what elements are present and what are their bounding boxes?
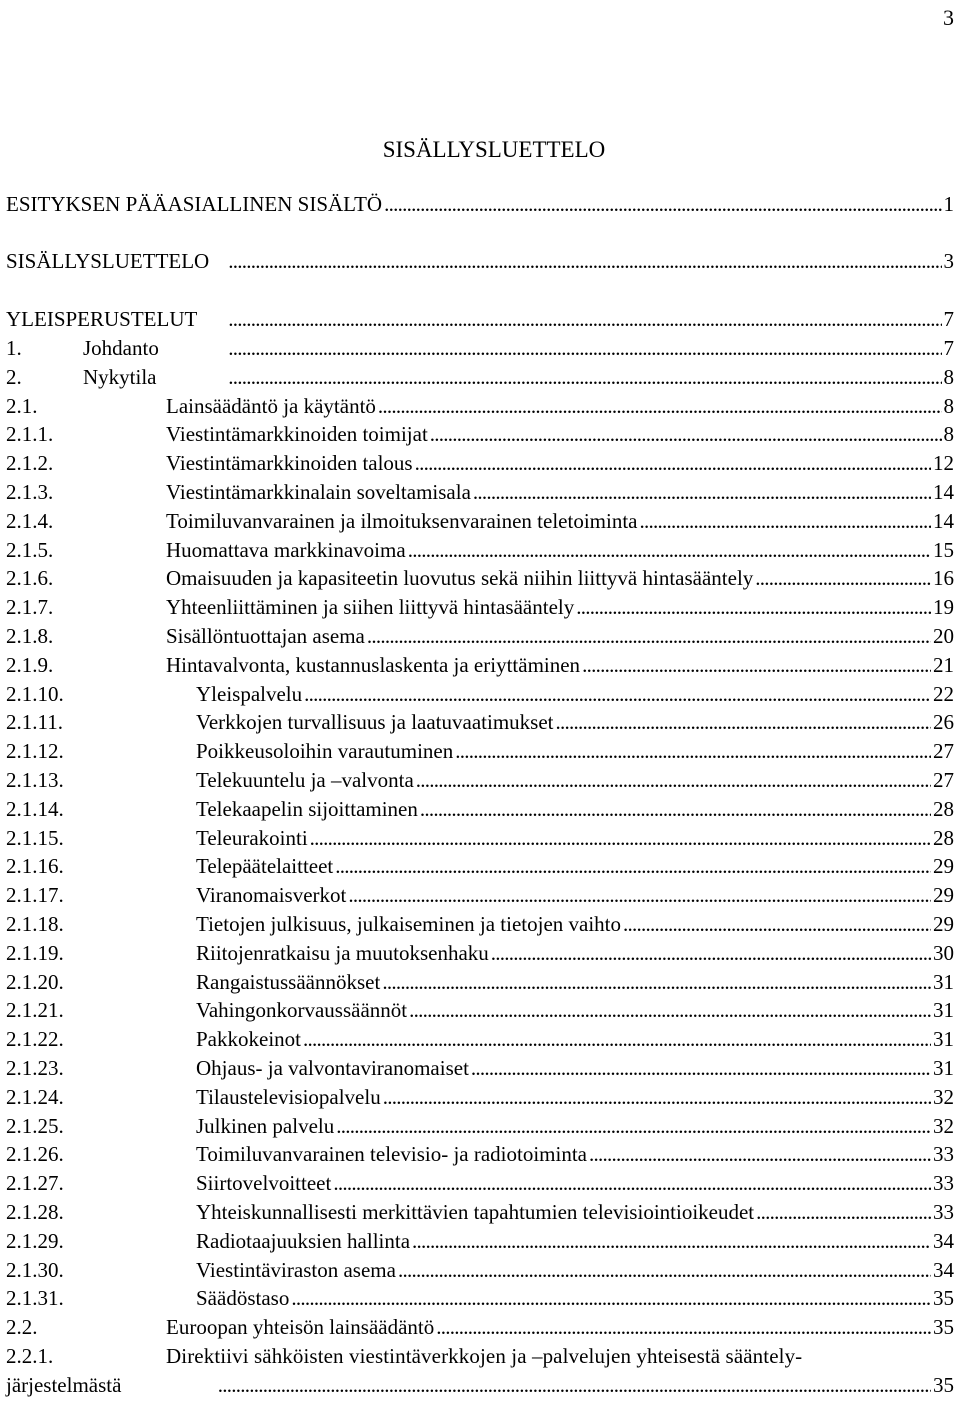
toc-leader-dots xyxy=(416,766,931,794)
toc-entry-title: Huomattava markkinavoima xyxy=(166,537,406,562)
toc-entry-title: Radiotaajuuksien hallinta xyxy=(196,1228,411,1253)
toc-entry xyxy=(6,190,954,218)
toc-entry-number: 2.1.20. xyxy=(6,969,64,994)
toc-entry xyxy=(6,1025,954,1053)
toc-entry-title: Yhteiskunnallisesti merkittävien tapahtumien televisiointioikeudet xyxy=(196,1200,755,1224)
toc-entry-number: 2.1.22. xyxy=(6,1027,64,1052)
toc-leader-dots xyxy=(384,190,941,218)
toc-leader-dots xyxy=(582,651,931,679)
toc-entry-number: 2.2.1. xyxy=(6,1344,54,1368)
toc-entry-page: 32 xyxy=(933,1113,954,1138)
toc-entry-number: 2.1.19. xyxy=(6,940,64,965)
toc-entry-title: SISÄLLYSLUETTELO xyxy=(6,249,210,273)
toc-entry-number: 2.1.6. xyxy=(6,566,54,591)
toc-leader-dots xyxy=(471,1054,931,1082)
toc-entry xyxy=(6,910,954,938)
toc-leader-dots xyxy=(398,1256,931,1284)
toc-entry-page: 31 xyxy=(933,998,954,1023)
toc-entry-title: Riitojenratkaisu ja muutoksenhaku xyxy=(196,940,489,965)
toc-entry xyxy=(6,1169,954,1197)
toc-entry-number: 2.1.13. xyxy=(6,768,64,792)
toc-entry-page: 8 xyxy=(943,422,954,447)
toc-entry-number: 2.1.29. xyxy=(6,1228,64,1253)
toc-entry-title: Viranomaisverkot xyxy=(196,883,347,908)
toc-entry-title: Pakkokeinot xyxy=(196,1027,301,1052)
toc-entry-title: Euroopan yhteisön lainsäädäntö xyxy=(166,1315,435,1340)
toc-entry-number: 2. xyxy=(6,364,22,389)
toc-entry xyxy=(6,737,954,765)
toc-entry-number: 2.1.7. xyxy=(6,595,54,620)
toc-entry xyxy=(6,334,954,362)
toc-entry-title: Teleurakointi xyxy=(196,825,308,850)
toc-entry-page: 3 xyxy=(943,249,954,273)
toc-entry-title: ESITYKSEN PÄÄASIALLINEN SISÄLTÖ xyxy=(6,192,383,216)
toc-entry-title: Tietojen julkisuus, julkaiseminen ja tietojen vaihto xyxy=(196,912,622,936)
toc-entry xyxy=(6,651,954,679)
toc-entry-page: 35 xyxy=(933,1372,954,1397)
toc-leader-dots xyxy=(455,737,931,765)
toc-leader-dots xyxy=(408,536,931,564)
toc-entry xyxy=(6,939,954,967)
toc-entry-page: 29 xyxy=(933,854,954,879)
toc-leader-dots xyxy=(415,449,931,477)
toc-entry-title: Yhteenliittäminen ja siihen liittyvä hintasääntely xyxy=(166,595,575,620)
toc-entry xyxy=(6,795,954,823)
toc-entry-number: 2.1.12. xyxy=(6,739,64,764)
toc-leader-dots xyxy=(556,708,932,736)
toc-entry-page: 35 xyxy=(933,1286,954,1311)
toc-entry-title: Direktiivi sähköisten viestintäverkkojen ja –palvelujen yhteisestä sääntely- xyxy=(166,1344,803,1368)
toc-entry-number: 2.1. xyxy=(6,393,38,418)
toc-entry-number: 2.1.21. xyxy=(6,998,64,1023)
toc-entry-title: Julkinen palvelu xyxy=(196,1113,335,1138)
toc-entry-title: Ohjaus- ja valvontaviranomaiset xyxy=(196,1056,469,1080)
toc-entry-title: Telepäätelaitteet xyxy=(196,854,334,879)
toc-entry-number: 2.1.30. xyxy=(6,1257,64,1282)
toc-entry xyxy=(6,247,954,275)
toc-entry-title: Johdanto xyxy=(83,336,159,360)
toc-entry-number: 2.1.17. xyxy=(6,883,64,908)
toc-entry-page: 27 xyxy=(933,739,954,764)
toc-entry-page: 12 xyxy=(933,451,954,476)
toc-entry xyxy=(6,1227,954,1255)
toc-leader-dots xyxy=(291,1284,931,1312)
toc-leader-dots xyxy=(473,478,931,506)
toc-entry-page: 33 xyxy=(933,1200,954,1224)
toc-leader-dots xyxy=(304,680,931,708)
toc-entry-page: 22 xyxy=(933,681,954,706)
toc-entry-number: 2.1.8. xyxy=(6,624,54,648)
toc-entry-page: 7 xyxy=(943,336,954,360)
toc-entry-title: Nykytila xyxy=(83,364,157,389)
toc-leader-dots xyxy=(159,363,942,391)
toc-entry-number: 2.1.11. xyxy=(6,710,63,735)
toc-entry-page: 28 xyxy=(933,825,954,850)
toc-entry-number: 2.1.28. xyxy=(6,1200,64,1224)
toc-leader-dots xyxy=(336,1112,931,1140)
toc-entry-number: 2.1.31. xyxy=(6,1286,64,1311)
toc-entry xyxy=(6,478,954,506)
toc-entry-number: 2.1.4. xyxy=(6,508,54,533)
page-number: 3 xyxy=(943,5,954,30)
toc-entry-number: 2.1.14. xyxy=(6,796,64,821)
toc-entry-page: 31 xyxy=(933,969,954,994)
toc-entry-number: 2.1.10. xyxy=(6,681,64,706)
toc-leader-dots xyxy=(755,564,931,592)
toc-entry xyxy=(6,305,954,333)
toc-leader-dots xyxy=(161,334,942,362)
toc-entry xyxy=(6,881,954,909)
toc-entry-number: 2.1.1. xyxy=(6,422,54,447)
toc-entry xyxy=(6,1083,954,1111)
toc-entry-title: Lainsäädäntö ja käytäntö xyxy=(166,393,376,418)
toc-entry-title: Vahingonkorvaussäännöt xyxy=(196,998,408,1023)
toc-entry-number: 2.1.27. xyxy=(6,1171,64,1196)
toc-leader-dots xyxy=(303,1025,931,1053)
toc-leader-dots xyxy=(310,824,931,852)
toc-leader-dots xyxy=(576,593,931,621)
toc-entry xyxy=(6,622,954,650)
toc-leader-dots xyxy=(382,968,931,996)
toc-heading: SISÄLLYSLUETTELO xyxy=(382,137,606,162)
toc-entry-page: 8 xyxy=(943,393,954,418)
toc-entry-page: 1 xyxy=(943,192,954,216)
toc-leader-dots xyxy=(199,305,941,333)
toc-entry xyxy=(6,766,954,794)
toc-entry-page: 35 xyxy=(933,1315,954,1340)
toc-entry-title: Yleispalvelu xyxy=(196,681,303,706)
toc-entry-continuation xyxy=(6,1371,954,1399)
toc-entry-number: 2.1.16. xyxy=(6,854,64,879)
toc-entry xyxy=(6,1112,954,1140)
toc-entry-page: 34 xyxy=(933,1257,954,1282)
toc-entry xyxy=(6,1054,954,1082)
toc-entry-number: 2.1.26. xyxy=(6,1142,64,1167)
toc-entry-page: 7 xyxy=(943,307,954,331)
toc-leader-dots xyxy=(491,939,931,967)
toc-entry-title: Siirtovelvoitteet xyxy=(196,1171,332,1196)
toc-entry-number: 2.1.23. xyxy=(6,1056,64,1080)
toc-entry xyxy=(6,564,954,592)
toc-entry-title: Viestintäviraston asema xyxy=(196,1257,396,1282)
toc-entry-page: 33 xyxy=(933,1142,954,1167)
toc-entry-page: 32 xyxy=(933,1084,954,1109)
toc-leader-dots xyxy=(333,1169,931,1197)
toc-entry-page: 19 xyxy=(933,595,954,620)
toc-entry-title: Viestintämarkkinoiden talous xyxy=(166,451,413,476)
toc-leader-dots xyxy=(123,1371,931,1399)
toc-entry xyxy=(6,824,954,852)
toc-entry-page: 33 xyxy=(933,1171,954,1196)
toc-leader-dots xyxy=(756,1198,931,1226)
toc-entry-title: YLEISPERUSTELUT xyxy=(6,307,198,331)
toc-entry-number: 2.1.24. xyxy=(6,1084,64,1109)
toc-entry-number: 1. xyxy=(6,336,22,360)
toc-entry-page: 14 xyxy=(933,508,954,533)
toc-entry-page: 14 xyxy=(933,480,954,504)
toc-entry xyxy=(6,449,954,477)
toc-entry-title: Tilaustelevisiopalvelu xyxy=(196,1084,381,1109)
toc-leader-dots xyxy=(409,996,931,1024)
toc-entry-page: 15 xyxy=(933,537,954,562)
toc-entry-page: 29 xyxy=(933,912,954,936)
toc-leader-dots xyxy=(335,852,931,880)
toc-entry-number: 2.1.9. xyxy=(6,652,54,677)
toc-entry-title: Sisällöntuottajan asema xyxy=(166,624,365,648)
toc-entry-number: 2.1.18. xyxy=(6,912,64,936)
toc-entry-page: 8 xyxy=(943,364,954,389)
toc-entry xyxy=(6,968,954,996)
toc-leader-dots xyxy=(383,1083,931,1111)
toc-entry-number: 2.1.25. xyxy=(6,1113,64,1138)
toc-entry xyxy=(6,1313,954,1341)
toc-leader-dots xyxy=(639,507,931,535)
toc-entry xyxy=(6,1256,954,1284)
toc-entry xyxy=(6,593,954,621)
toc-entry-number: 2.2. xyxy=(6,1315,38,1340)
toc-entry-page: 27 xyxy=(933,768,954,792)
toc-entry-title: Telekaapelin sijoittaminen xyxy=(196,796,418,821)
toc-entry-page: 21 xyxy=(933,652,954,677)
toc-entry-page: 28 xyxy=(933,796,954,821)
toc-entry-title: Hintavalvonta, kustannuslaskenta ja eriyttäminen xyxy=(166,652,581,677)
toc-entry-page: 30 xyxy=(933,940,954,965)
toc-entry xyxy=(6,507,954,535)
toc-entry-title: Rangaistussäännökset xyxy=(196,969,381,994)
toc-entry-page: 20 xyxy=(933,624,954,648)
toc-entry-title: Poikkeusoloihin varautuminen xyxy=(196,739,454,764)
toc-leader-dots xyxy=(367,622,931,650)
toc-entry-page: 31 xyxy=(933,1056,954,1080)
toc-leader-dots xyxy=(412,1227,931,1255)
toc-entry xyxy=(6,420,954,448)
toc-leader-dots xyxy=(211,247,941,275)
toc-leader-dots xyxy=(430,420,942,448)
toc-entry-page: 34 xyxy=(933,1228,954,1253)
toc-leader-dots xyxy=(348,881,931,909)
toc-leader-dots xyxy=(420,795,931,823)
toc-entry xyxy=(6,363,954,391)
toc-entry-number: 2.1.15. xyxy=(6,825,64,850)
toc-entry-number: 2.1.5. xyxy=(6,537,54,562)
toc-entry xyxy=(6,708,954,736)
toc-entry-title: Telekuuntelu ja –valvonta xyxy=(196,768,414,792)
toc-entry xyxy=(6,536,954,564)
toc-entry-page: 29 xyxy=(933,883,954,908)
toc-entry xyxy=(6,996,954,1024)
toc-leader-dots xyxy=(623,910,931,938)
toc-entry-title: Omaisuuden ja kapasiteetin luovutus sekä niihin liittyvä hintasääntely xyxy=(166,566,754,591)
toc-leader-dots xyxy=(589,1140,931,1168)
toc-entry-number: 2.1.2. xyxy=(6,451,54,476)
toc-entry-title-continued: järjestelmästä xyxy=(6,1372,122,1397)
toc-entry-page: 31 xyxy=(933,1027,954,1052)
toc-entry-title: Verkkojen turvallisuus ja laatuvaatimukset xyxy=(196,710,554,735)
toc-entry-title: Viestintämarkkinoiden toimijat xyxy=(166,422,428,447)
toc-entry-title: Toimiluvanvarainen ja ilmoituksenvarainen teletoiminta xyxy=(166,508,638,533)
toc-entry-title: Säädöstaso xyxy=(196,1286,290,1311)
toc-entry xyxy=(6,1140,954,1168)
toc-entry xyxy=(6,680,954,708)
toc-entry-page: 26 xyxy=(933,710,954,735)
toc-entry-title: Viestintämarkkinalain soveltamisala xyxy=(166,480,471,504)
toc-entry xyxy=(6,1198,954,1226)
toc-entry xyxy=(6,1284,954,1312)
toc-entry xyxy=(6,1342,954,1370)
toc-entry-number: 2.1.3. xyxy=(6,480,54,504)
toc-leader-dots xyxy=(378,392,942,420)
toc-entry xyxy=(6,392,954,420)
toc-entry xyxy=(6,852,954,880)
toc-leader-dots xyxy=(436,1313,931,1341)
toc-entry-title: Toimiluvanvarainen televisio- ja radiotoiminta xyxy=(196,1142,588,1167)
toc-entry-page: 16 xyxy=(933,566,954,591)
